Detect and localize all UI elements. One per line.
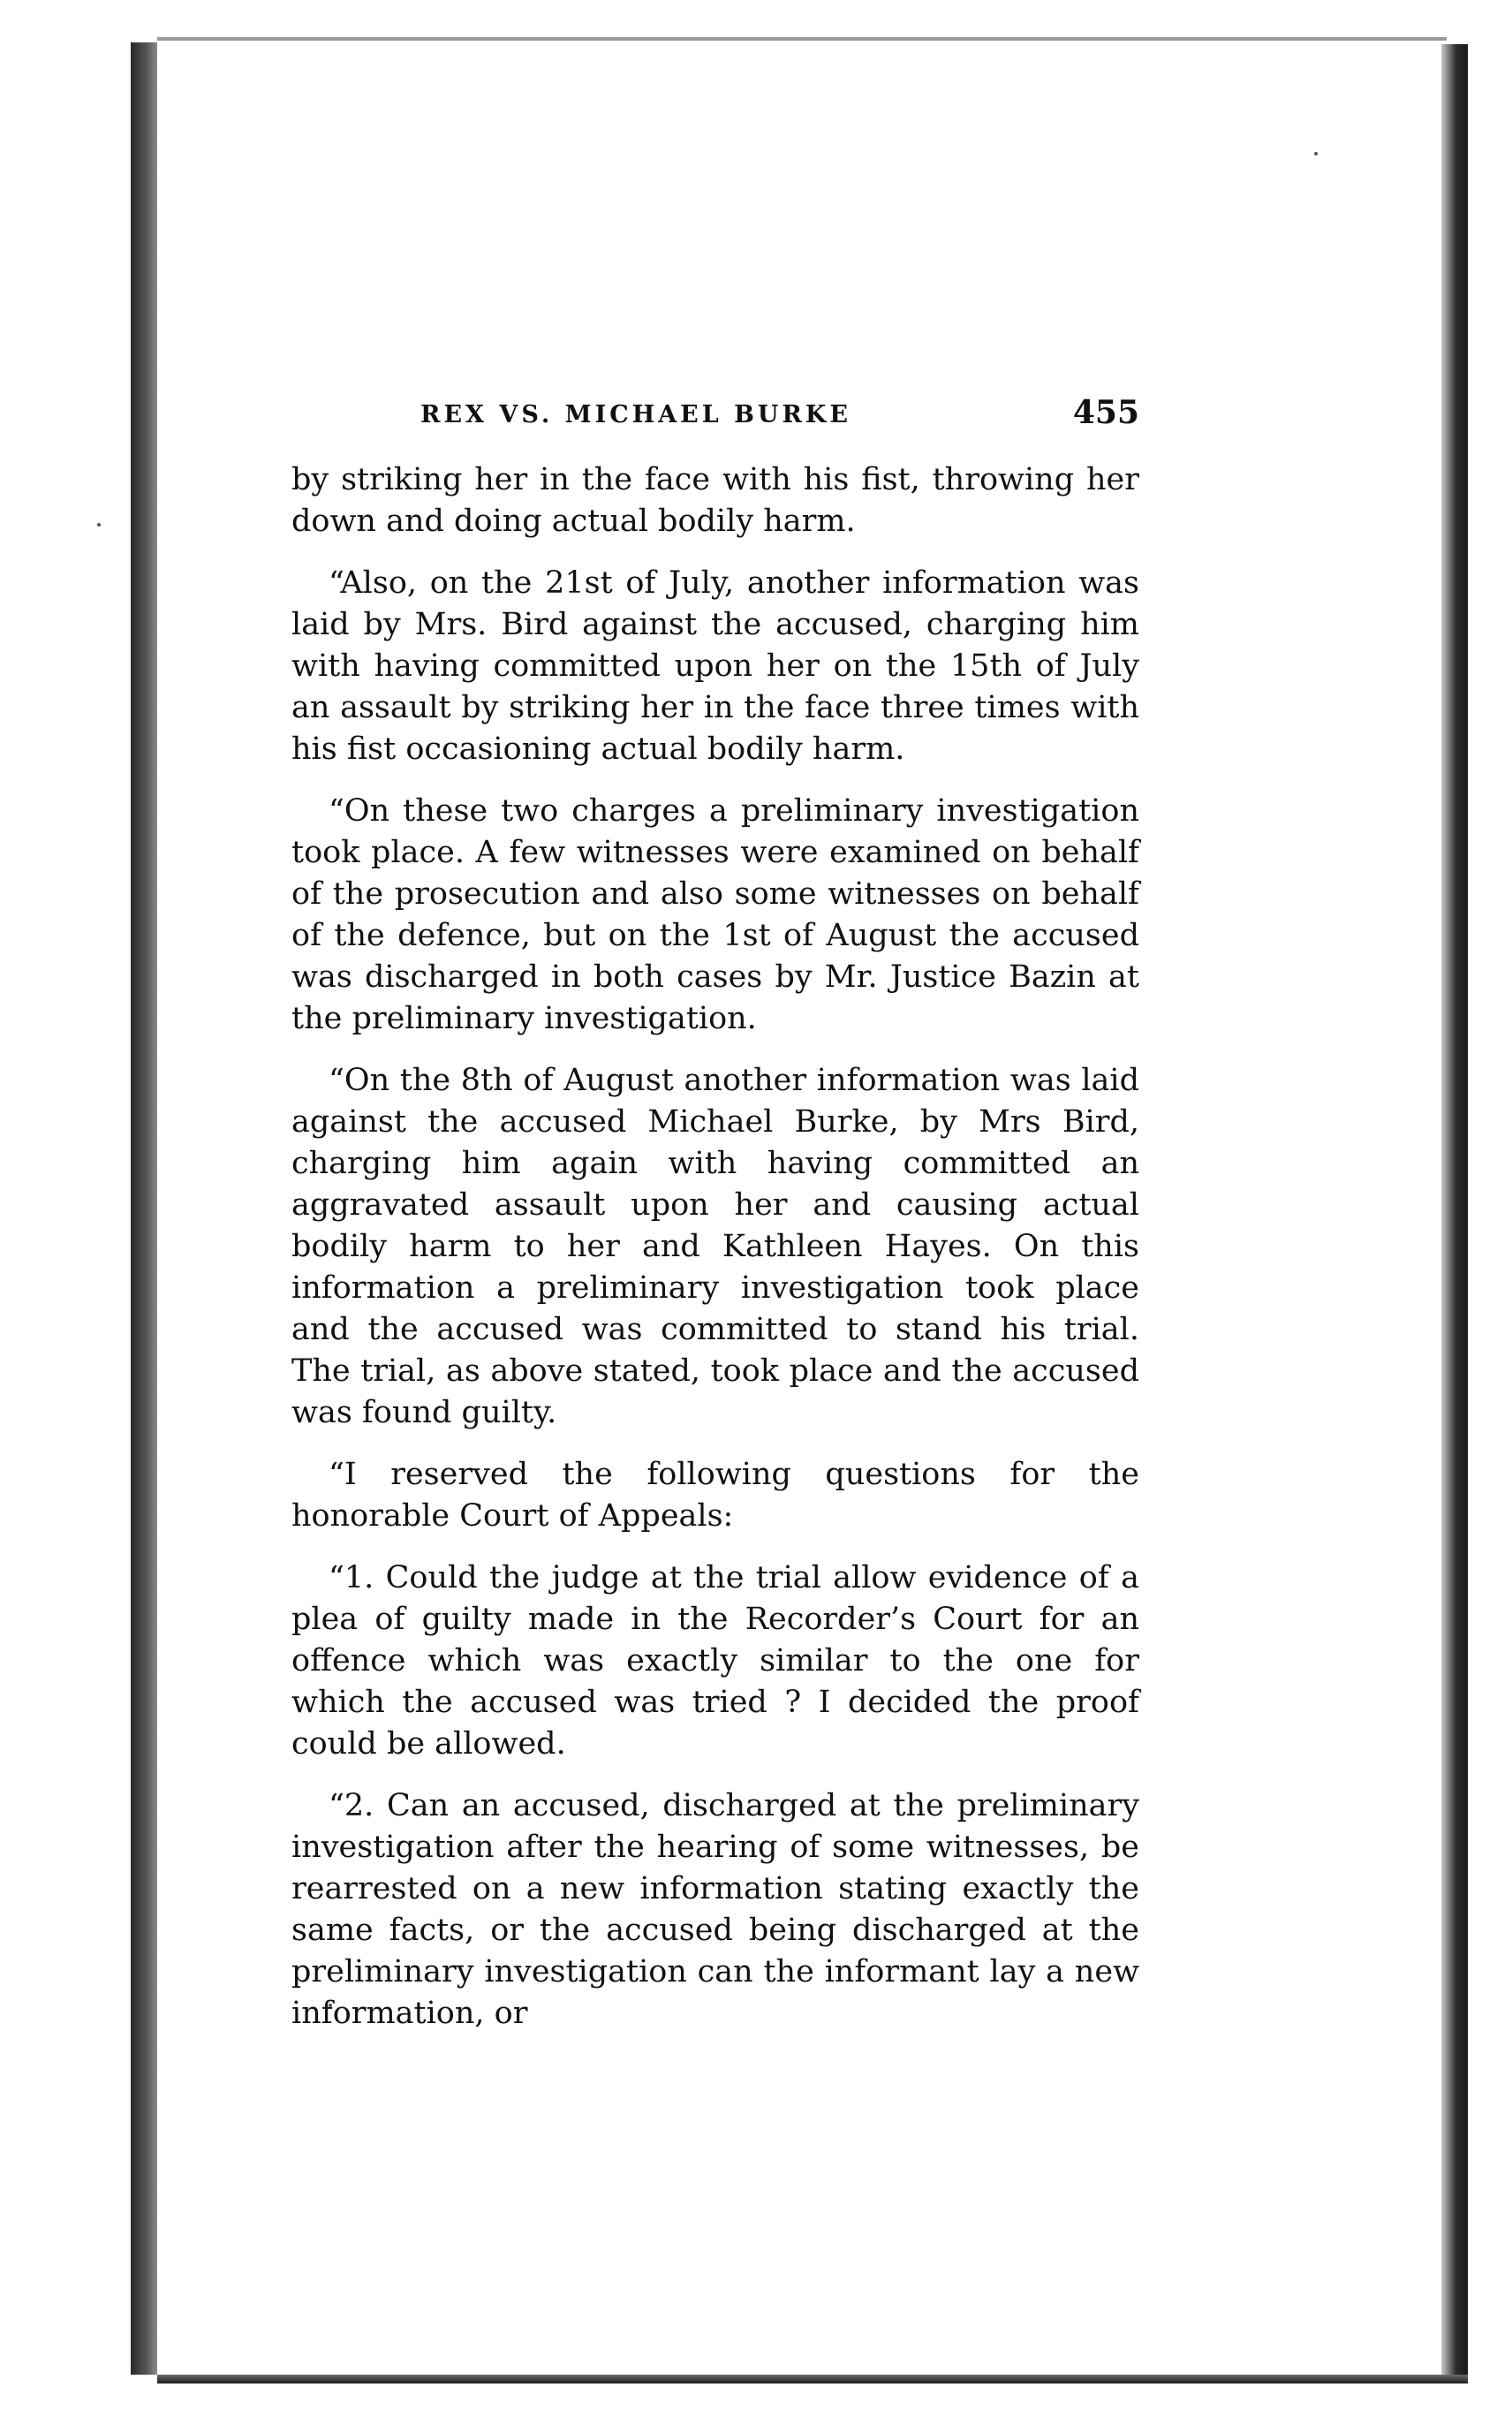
page-number: 455 bbox=[1072, 394, 1139, 431]
paragraph: by striking her in the face with his fist, throwing her down and doing actual bodily harm. bbox=[291, 462, 1139, 539]
paragraph: “1. Could the judge at the trial allow evidence of a plea of guilty made in the Recorder’s Court for an offence which was exactly similar to the one for which the accused was tried ? I decided the proof could be allowed. bbox=[291, 1560, 1139, 1762]
paragraph: “I reserved the following questions for the honorable Court of Appeals: bbox=[291, 1457, 1139, 1534]
scan-left-margin bbox=[0, 0, 131, 2410]
page-right-edge-shadow bbox=[1441, 44, 1468, 2376]
body-text bbox=[291, 459, 1139, 2055]
paragraph: “Also, on the 21st of July, another information was laid by Mrs. Bird against the accused, charging him with having committed upon her on the 15th of July an assault by striking her in the face three times with his fist occasioning actual bodily harm. bbox=[291, 565, 1139, 767]
paragraph: “On these two charges a preliminary investigation took place. A few witnesses were examined on behalf of the prosecution and also some witnesses on behalf of the defence, but on the 1st of August the accused was discharged in both cases by Mr. Justice Bazin at the preliminary investigation. bbox=[291, 793, 1139, 1036]
page-top-edge bbox=[157, 37, 1447, 41]
paragraph: “2. Can an accused, discharged at the preliminary investigation after the hearing of some witnesses, be rearrested on a new information stating exactly the same facts, or the accused being discharged at the preliminary investigation can the informant lay a new information, or bbox=[291, 1788, 1139, 2031]
running-head bbox=[300, 394, 1139, 435]
book-spine-shadow bbox=[131, 42, 157, 2375]
page-bottom-edge bbox=[157, 2375, 1468, 2383]
scan-speck bbox=[97, 523, 101, 527]
paragraph: “On the 8th of August another information was laid against the accused Michael Burke, by Mrs Bird, charging him again with having committed an aggravated assault upon her and causing actual bodily harm to her and Kathleen Hayes. On this information a preliminary investigation took place and the accused was committed to stand his trial. The trial, as above stated, took place and the accused was found guilty. bbox=[291, 1063, 1139, 1430]
running-title: REX VS. MICHAEL BURKE bbox=[420, 401, 851, 428]
scan-speck bbox=[1314, 152, 1318, 155]
